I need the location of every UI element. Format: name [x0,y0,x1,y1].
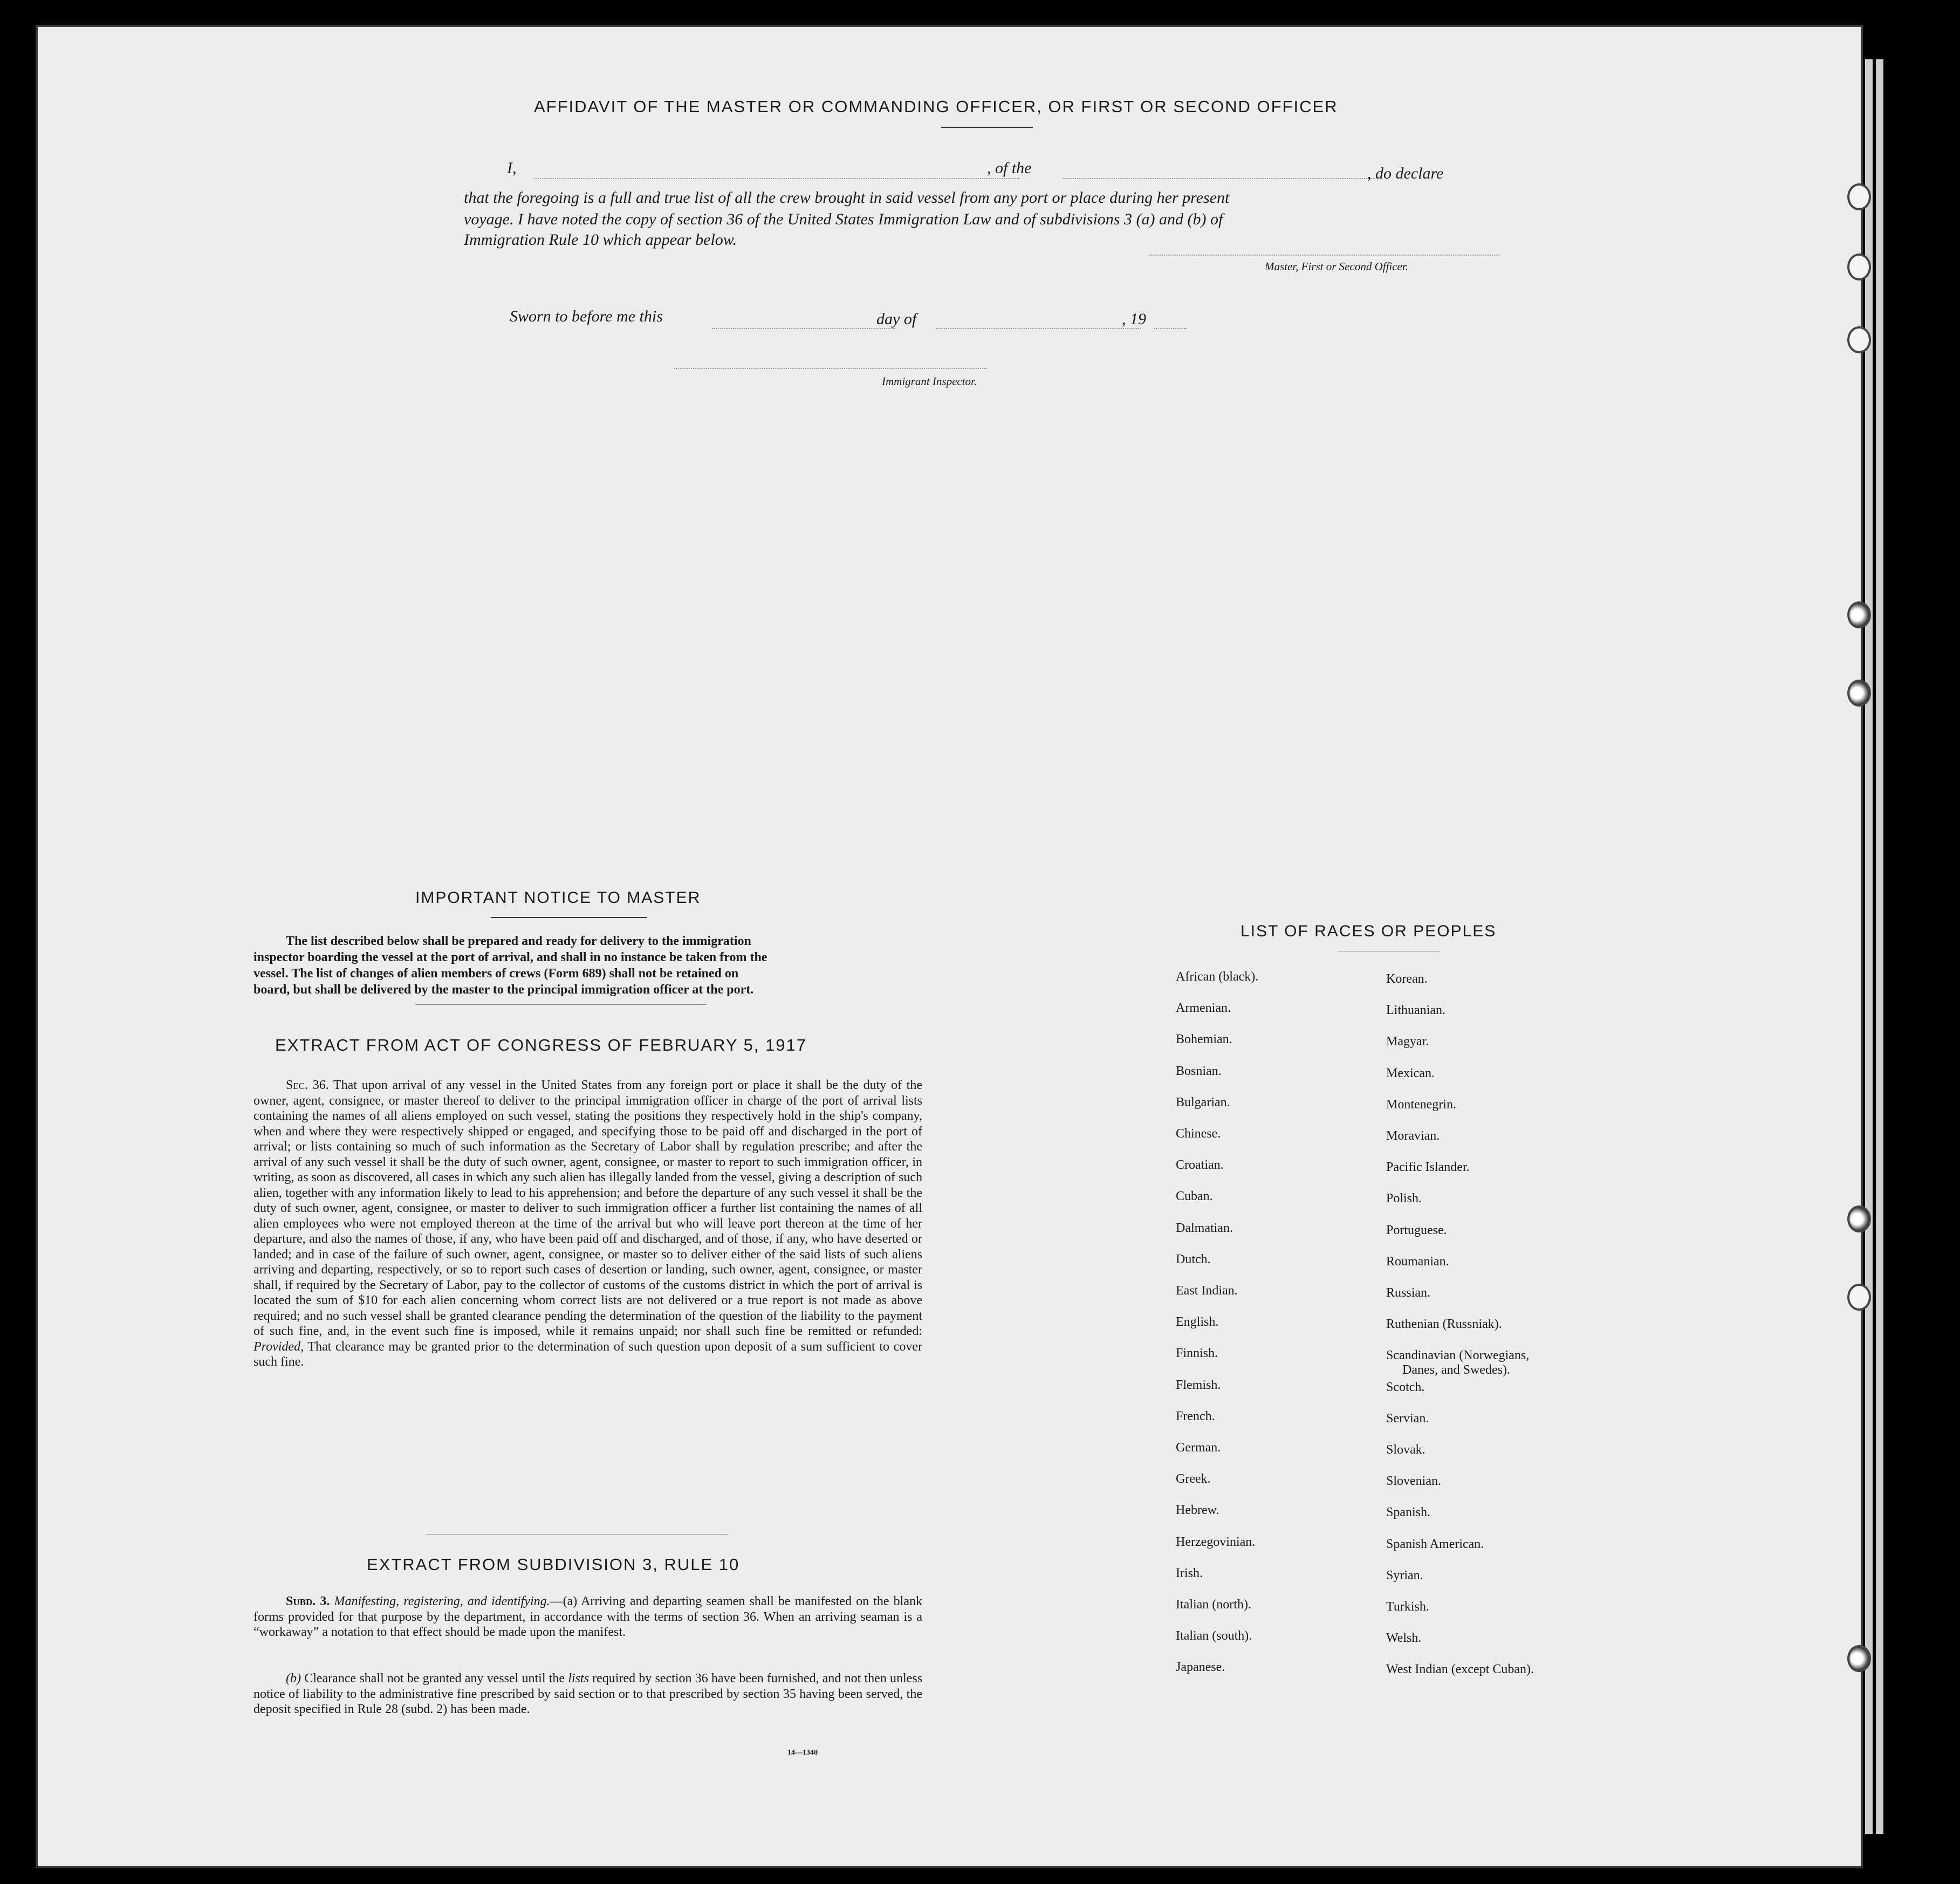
race-item: Bosnian. [1176,1064,1222,1078]
rule-b-text: required by section 36 have been furnished, and not then unless notice of liability to the administrative fine prescribed by said section or to that prescribed by section 35 having been served, the deposit specified in Rule 28 (subd. 2) has been made. [253,1671,923,1716]
inspector-caption: Immigrant Inspector. [882,375,977,388]
race-item: Ruthenian (Russniak). [1386,1317,1502,1332]
race-item: Polish. [1386,1191,1422,1206]
month-blank[interactable] [936,328,1141,329]
race-item: Lithuanian. [1386,1003,1445,1018]
race-item: German. [1176,1441,1221,1455]
race-item: Korean. [1386,972,1428,986]
race-item: Cuban. [1176,1189,1213,1204]
race-item: African (black). [1176,970,1259,984]
rule-a-text: Arriving and departing seamen shall be manifested on the blank forms provided for that purpose by the department, in accordance with the terms of section 36. When an arriving seaman is a “workaway” a notation to that effect should be made upon the manifest. [253,1594,922,1639]
binder-hole [1847,1205,1871,1232]
race-item: Scotch. [1386,1380,1425,1394]
rule-b-text: Clearance shall not be granted any vessel until the [304,1671,565,1686]
act-provided: Provided, [253,1339,304,1354]
act-title: EXTRACT FROM ACT OF CONGRESS OF FEBRUARY 5, 1917 [275,1036,807,1054]
page-edge [1876,59,1883,1834]
binder-hole [1847,601,1871,628]
race-item: Japanese. [1176,1660,1225,1675]
race-item: Servian. [1386,1411,1429,1426]
race-item: Syrian. [1386,1568,1423,1582]
signature-blank[interactable] [1149,255,1499,256]
affidavit-i-label: I, [507,159,517,177]
race-item: Roumanian. [1386,1254,1449,1269]
race-item: English. [1176,1315,1219,1330]
binder-hole [1847,254,1871,280]
race-item: Bohemian. [1176,1032,1232,1047]
race-item: Scandinavian (Norwegians, [1386,1348,1530,1363]
affidavit-line3: voyage. I have noted the copy of section 36 of the United States Immigration Law and of subdivisions 3 (a) and (b) of [464,210,1223,228]
race-item: Mexican. [1386,1066,1435,1080]
day-blank[interactable] [712,328,895,329]
vessel-blank[interactable] [1063,178,1375,179]
binder-hole [1847,680,1871,707]
race-item: Bulgarian. [1176,1095,1230,1109]
affidavit-of-the: , of the [987,159,1032,177]
race-item: Russian. [1386,1286,1431,1300]
rule-subd-heading: Manifesting, registering, and identifying. [334,1594,550,1608]
race-item: Moravian. [1386,1129,1440,1143]
race-item: Spanish American. [1386,1537,1484,1551]
races-title: LIST OF RACES OR PEOPLES [1241,922,1497,940]
race-item: Italian (south). [1176,1629,1252,1643]
race-item: Turkish. [1386,1600,1429,1614]
binder-hole [1847,326,1871,353]
divider [941,127,1033,128]
act-sec-label: Sec. 36. [286,1078,329,1092]
race-item: Greek. [1176,1472,1211,1486]
affidavit-do-declare: , do declare [1367,165,1444,182]
binder-hole [1847,1645,1871,1672]
race-item: East Indian. [1176,1284,1238,1298]
race-item: Pacific Islander. [1386,1160,1470,1175]
act-text: That upon arrival of any vessel in the United States from any foreign port or place it shall be the duty of the owner, agent, consignee, or master thereof to deliver to the principal immigration officer in charge of the port of arrival lists containing the names of all aliens employed on such vessel, stating the positions they respectively hold in the ship's company, when and where they were respectively shipped or engaged, and specifying those to be paid off and discharged in the port of arrival; or lists containing so much of such information as the Secretary of Labor shall by regulation prescribe; and after the arrival of any such vessel it shall be the duty of such owner, agent, consignee, or master to report to such immigration officer, in writing, as soon as discovered, all cases in which any such alien has illegally landed from the vessel, giving a description of such alien, together with any information likely to lead to his apprehension; and before the departure of any such vessel it shall be the duty of such owner, agent, consignee, or master to deliver to such immigration officer a further list containing the names of all alien employees who were not employed thereon at the time of the arrival but who will leave port thereon at the time of her departure, and also the names of those, if any, who have been paid off and discharged, and of those, if any, who have deserted or landed; and in case of the failure of such owner, agent, consignee, or master so to deliver either of the said lists of such aliens arriving and departing, respectively, or so to report such cases of desertion or landing, such owner, agent, consignee, or master shall, if required by the Secretary of Labor, pay to the collector of customs of the customs district in which the port of arrival is located the sum of $10 for each alien concerning whom correct lists are not delivered or a true report is not made as above required; and no such vessel shall be granted clearance pending the determination of the question of the liability to the payment of such fine, and, in the event such fine is imposed, while it remains unpaid; nor shall such fine be remitted or refunded: [253,1078,922,1338]
affidavit-line4: Immigration Rule 10 which appear below. [464,231,737,249]
rule-b-label: (b) [286,1671,301,1686]
race-item: Slovak. [1386,1443,1426,1457]
race-item: Slovenian. [1386,1474,1441,1489]
race-item: Welsh. [1386,1631,1422,1646]
binder-hole [1847,183,1871,210]
race-item: Portuguese. [1386,1223,1447,1237]
binder-hole [1847,1284,1871,1311]
year-blank[interactable] [1154,328,1187,329]
race-item: Dalmatian. [1176,1221,1233,1235]
rule-title: EXTRACT FROM SUBDIVISION 3, RULE 10 [367,1555,740,1574]
name-blank[interactable] [534,178,1019,179]
race-item: Armenian. [1176,1001,1231,1016]
rule-b-lists: lists [568,1671,589,1686]
race-item: Irish. [1176,1566,1203,1580]
race-item: West Indian (except Cuban). [1386,1662,1534,1677]
race-item: Spanish. [1386,1505,1431,1520]
race-item: Croatian. [1176,1158,1224,1173]
document-page [38,27,1861,1866]
race-item: French. [1176,1409,1215,1423]
notice-title: IMPORTANT NOTICE TO MASTER [415,889,701,907]
rule-subd-a [253,1594,922,1640]
rule-subd-label: Subd. 3. [286,1594,330,1608]
rule-subd-b [253,1671,922,1717]
divider [415,1004,707,1005]
notice-line: inspector boarding the vessel at the port of arrival, and shall in no instance be taken from the [253,950,767,964]
signature-caption: Master, First or Second Officer. [1265,260,1408,273]
race-item: Chinese. [1176,1127,1221,1141]
year-text: , 19 [1122,310,1146,328]
race-item: Dutch. [1176,1252,1211,1266]
race-item: Finnish. [1176,1346,1218,1361]
divider [491,917,647,918]
notice-line: The list described below shall be prepared and ready for delivery to the immigration [286,934,751,948]
race-item: Montenegrin. [1386,1097,1456,1112]
page-edge [1865,59,1873,1834]
day-of-text: day of [876,310,917,328]
affidavit-line2: that the foregoing is a full and true list of all the crew brought in said vessel from any port or place during her present [464,189,1230,207]
affidavit-title: AFFIDAVIT OF THE MASTER OR COMMANDING OFFICER, OR FIRST OR SECOND OFFICER [534,97,1338,116]
race-item: Italian (north). [1176,1598,1251,1612]
notice-body [253,933,912,998]
sworn-text: Sworn to before me this [510,307,663,325]
form-number: 14—1340 [787,1749,818,1757]
rule-a-label: —(a) [550,1594,578,1608]
notice-line: vessel. The list of changes of alien members of crews (Form 689) shall not be retained on [253,967,739,981]
inspector-signature-blank[interactable] [674,368,987,369]
race-item: Magyar. [1386,1035,1429,1049]
race-item-continuation: Danes, and Swedes). [1402,1363,1510,1378]
act-body [253,1078,922,1370]
notice-line: board, but shall be delivered by the master to the principal immigration officer at the port. [253,983,754,997]
act-text-end: That clearance may be granted prior to the determination of such question upon deposit of a sum sufficient to cover such fine. [253,1339,922,1369]
race-item: Herzegovinian. [1176,1534,1256,1549]
race-item: Hebrew. [1176,1503,1219,1518]
race-item: Flemish. [1176,1378,1221,1392]
